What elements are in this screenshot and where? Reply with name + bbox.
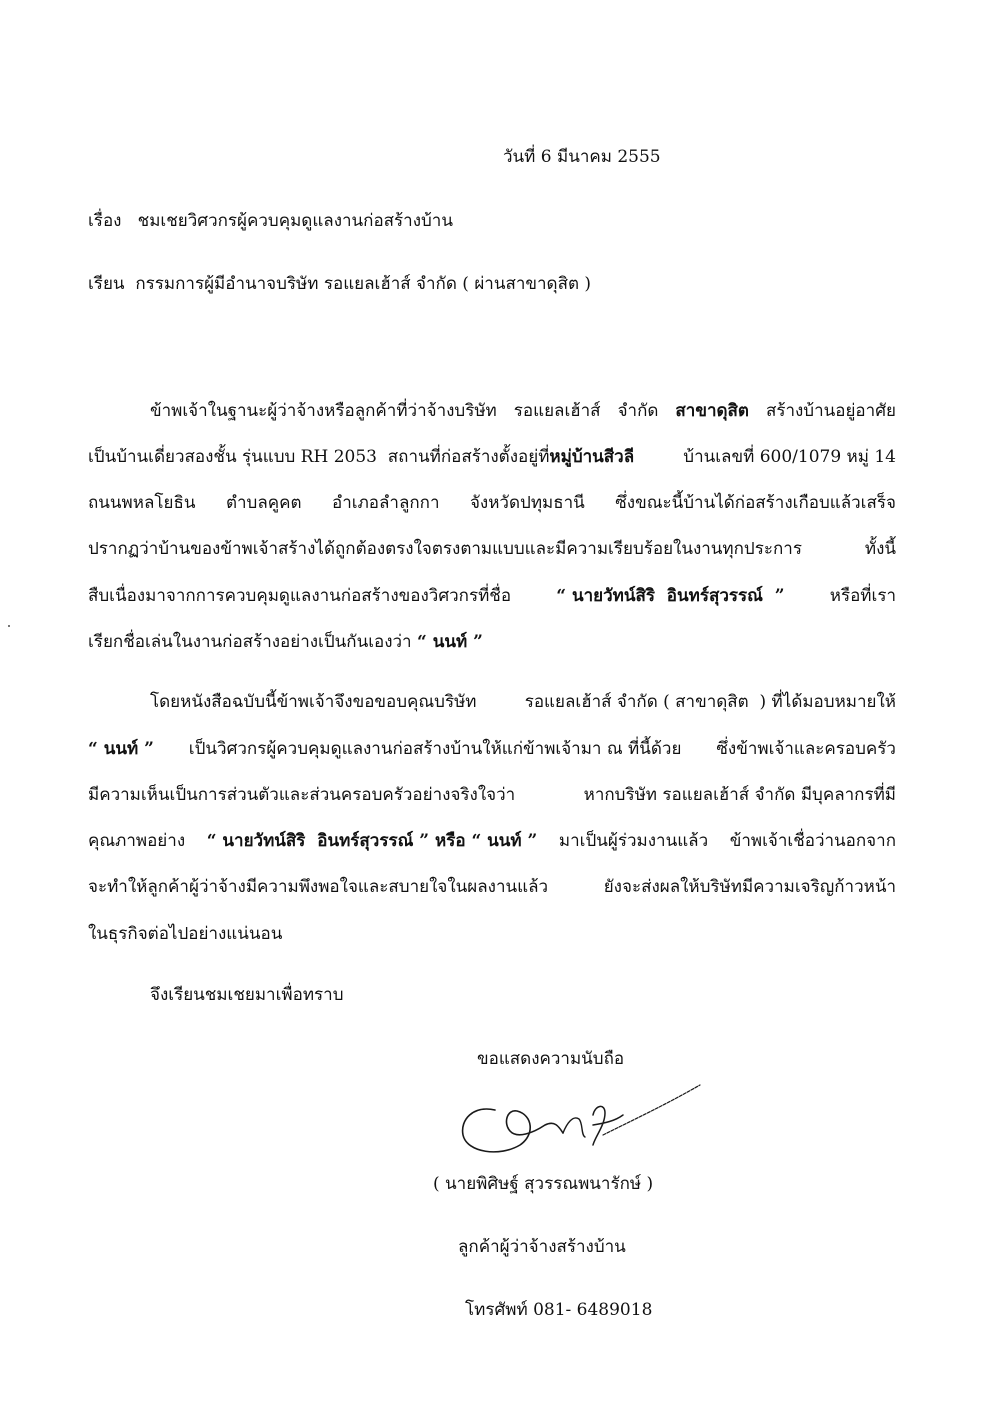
paragraph1-line5: สืบเนื่องมาจากการควบคุมดูแลงานก่อสร้างของวิศวกรที่ชื่อ “ นายวัทน์สิริ อินทร์สุวรรณ์ ” หรือที่เรา (88, 586, 896, 606)
handwritten-signature (455, 1075, 705, 1165)
signer-role: ลูกค้าผู้ว่าจ้างสร้างบ้าน (458, 1237, 626, 1257)
subject-label: เรื่อง (88, 211, 122, 231)
paragraph1-line6: เรียกชื่อเล่นในงานก่อสร้างอย่างเป็นกันเองว่า “ นนท์ ” (88, 632, 483, 652)
paragraph1-line1: ข้าพเจ้าในฐานะผู้ว่าจ้างหรือลูกค้าที่ว่าจ้างบริษัท รอแยลเฮ้าส์ จำกัด สาขาดุสิต สร้างบ้านอยู่อาศัย (150, 401, 896, 421)
closing-line: จึงเรียนชมเชยมาเพื่อทราบ (150, 985, 344, 1005)
paragraph1-line3: ถนนพหลโยธิน ตำบลคูคต อำเภอลำลูกกา จังหวัดปทุมธานี ซึ่งขณะนี้บ้านได้ก่อสร้างเกือบแล้วเสร็จ (88, 493, 896, 513)
paragraph2-line2: “ นนท์ ” เป็นวิศวกรผู้ควบคุมดูแลงานก่อสร้างบ้านให้แก่ข้าพเจ้ามา ณ ที่นี้ด้วย ซึ่งข้าพเจ้าและครอบครัว (88, 739, 896, 759)
paragraph2-line5: จะทำให้ลูกค้าผู้ว่าจ้างมีความพึงพอใจและสบายใจในผลงานแล้ว ยังจะส่งผลให้บริษัทมีความเจริญก้าวหน้า (88, 877, 896, 897)
sign-off: ขอแสดงความนับถือ (477, 1049, 625, 1069)
engineer-name: “ นายวัทน์สิริ อินทร์สุวรรณ์ ” (556, 586, 785, 606)
scan-speck (8, 625, 10, 627)
paragraph2-line3: มีความเห็นเป็นการส่วนตัวและส่วนครอบครัวอย่างจริงใจว่า หากบริษัท รอแยลเฮ้าส์ จำกัด มีบุคลากรที่มี (88, 785, 896, 805)
paragraph1-line4: ปรากฏว่าบ้านของข้าพเจ้าสร้างได้ถูกต้องตรงใจตรงตามแบบและมีความเรียบร้อยในงานทุกประการ ทั้งนี้ (88, 539, 896, 559)
recipient-label: เรียน (88, 274, 125, 294)
engineer-nickname: “ นนท์ ” (417, 632, 483, 652)
paragraph2-line6: ในธุรกิจต่อไปอย่างแน่นอน (88, 924, 283, 944)
letter-date: วันที่ 6 มีนาคม 2555 (503, 147, 661, 167)
recipient-text: กรรมการผู้มีอำนาจบริษัท รอแยลเฮ้าส์ จำกัด ( ผ่านสาขาดุสิต ) (135, 274, 592, 294)
phone-number: โทรศัพท์ 081- 6489018 (465, 1300, 653, 1320)
paragraph1-line2: เป็นบ้านเดี่ยวสองชั้น รุ่นแบบ RH 2053 สถานที่ก่อสร้างตั้งอยู่ที่หมู่บ้านสีวลี บ้านเลขที่ 600/1079 หมู่ 14 (88, 447, 896, 467)
paragraph2-line4: คุณภาพอย่าง “ นายวัทน์สิริ อินทร์สุวรรณ์ ” หรือ “ นนท์ ” มาเป็นผู้ร่วมงานแล้ว ข้าพเจ้าเชื่อว่านอกจาก (88, 831, 896, 851)
recipient-line (88, 272, 591, 296)
subject-line (88, 209, 453, 233)
paragraph2-line1: โดยหนังสือฉบับนี้ข้าพเจ้าจึงขอขอบคุณบริษัท รอแยลเฮ้าส์ จำกัด ( สาขาดุสิต ) ที่ได้มอบหมายให้ (150, 692, 896, 712)
subject-text: ชมเชยวิศวกรผู้ควบคุมดูแลงานก่อสร้างบ้าน (137, 211, 453, 231)
signer-name: ( นายพิศิษฐ์ สุวรรณพนารักษ์ ) (433, 1174, 654, 1194)
